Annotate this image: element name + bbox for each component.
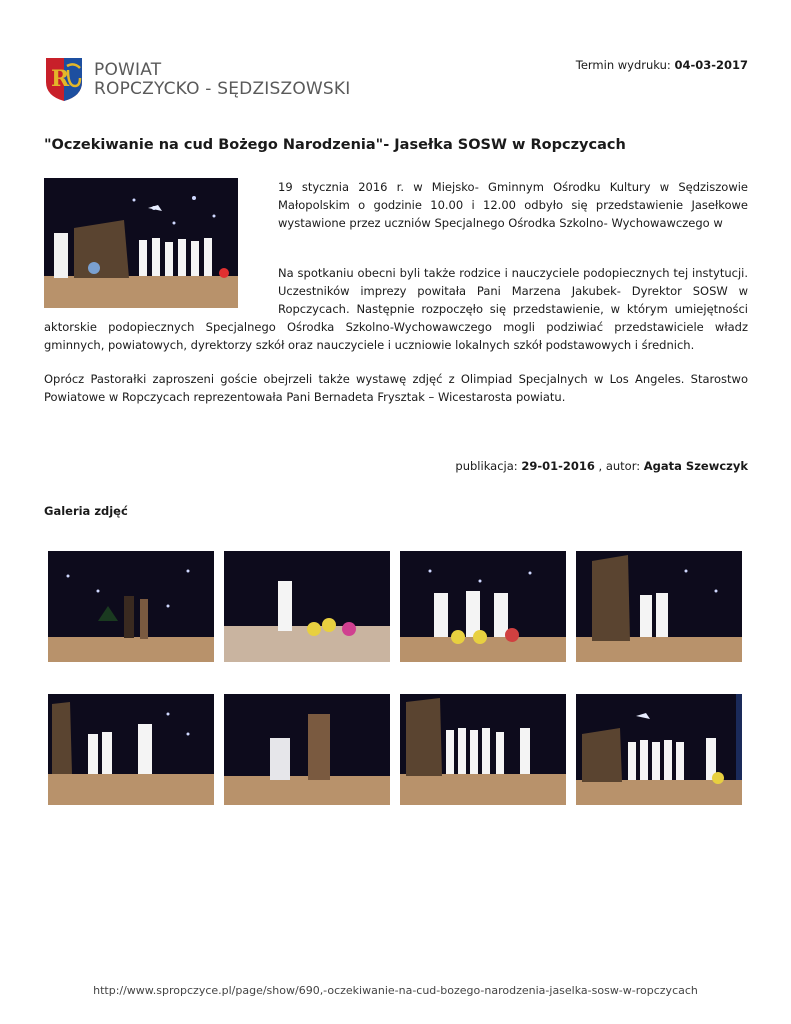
gallery-photo-8[interactable] xyxy=(576,694,742,805)
logo-line-2: ROPCZYCKO - SĘDZISZOWSKI xyxy=(94,79,351,99)
gallery-photo-1[interactable] xyxy=(48,551,214,662)
gallery-photo-7[interactable] xyxy=(400,694,566,805)
gallery-photo-5[interactable] xyxy=(48,694,214,805)
header xyxy=(42,54,748,106)
gallery-photo-2[interactable] xyxy=(224,551,390,662)
gallery-photo-3[interactable] xyxy=(400,551,566,662)
gallery-photo-6[interactable] xyxy=(224,694,390,805)
coat-of-arms-icon xyxy=(44,56,84,102)
print-date-label: Termin wydruku: xyxy=(575,58,671,72)
gallery-photo-4[interactable] xyxy=(576,551,742,662)
county-logo[interactable] xyxy=(42,54,351,104)
article-title: "Oczekiwanie na cud Bożego Narodzenia"- Jasełka SOSW w Ropczycach xyxy=(44,137,626,153)
paragraph-3: Oprócz Pastorałki zaproszeni goście obejrzeli także wystawę zdjęć z Olimpiad Specjalnych w Los Angeles. Starostwo Powiatowe w Ropczycach reprezentowała Pani Bernadeta Frysztak – Wicestarosta powiatu. xyxy=(44,372,748,404)
publication-label: publikacja: xyxy=(455,459,518,473)
logo-line-1: POWIAT xyxy=(94,60,162,80)
source-url[interactable]: http://www.spropczyce.pl/page/show/690,-oczekiwanie-na-cud-bozego-narodzenia-jaselka-sosw-w-ropczycach xyxy=(93,984,698,997)
paragraph-2: Na spotkaniu obecni byli także rodzice i nauczyciele podopiecznych tej instytucji. Uczestników imprezy powitała Pani Marzena Jakubek- Dyrektor SOSW w Ropczycach. Następnie rozpoczęło się przedstawienie, w którym umiejętności aktorskie podopiecznych Specjalnego Ośrodka Szkolno-Wychowawczego mogli podziwiać przedstawiciele władz gminnych, powiatowych, dyrektorzy szkół oraz nauczyciele i uczniowie lokalnych szkół podstawowych i średnich. xyxy=(44,266,748,352)
svg-text:R: R xyxy=(51,66,70,92)
author-label: , autor: xyxy=(598,459,641,473)
publication-date: 29-01-2016 xyxy=(521,459,595,473)
publication-info xyxy=(455,459,748,473)
gallery-title: Galeria zdjęć xyxy=(44,504,128,518)
print-date xyxy=(576,58,748,72)
lead-photo[interactable] xyxy=(44,178,238,308)
author-name: Agata Szewczyk xyxy=(643,459,748,473)
print-date-value: 04-03-2017 xyxy=(674,58,748,72)
article-body xyxy=(44,178,748,406)
paragraph-1: 19 stycznia 2016 r. w Miejsko- Gminnym Ośrodku Kultury w Sędziszowie Małopolskim o godzinie 10.00 i 12.00 odbyło się przedstawienie Jasełkowe wystawione przez uczniów Specjalnego Ośrodka Szkolno- Wychowawczego w xyxy=(278,180,748,230)
